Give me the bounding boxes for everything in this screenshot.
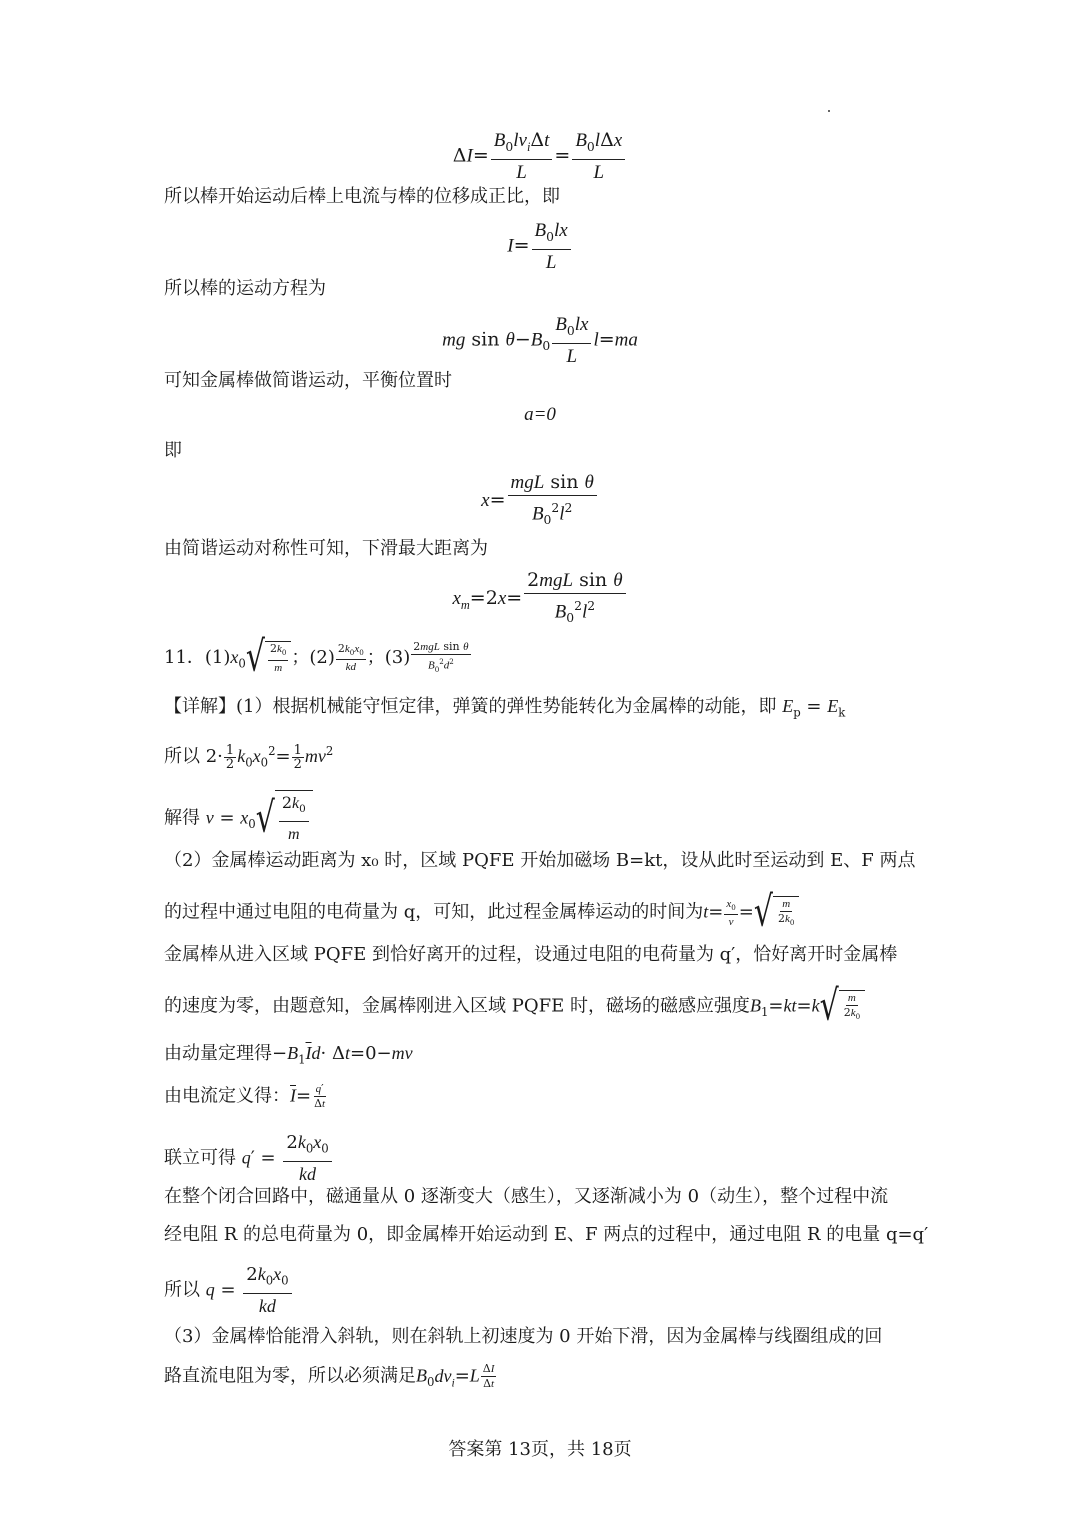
answer-11: 11．$(1)x_0$ √ $\frac{2k_0}{m}$ ；(2) $\frac{2k_0x_0}{kd}$ ；(3) $\frac{\text{2mgL sin θ}}{B_0^2d^2}$	[164, 632, 469, 682]
formula-x: x= $\frac{\text{mgL sin θ}}{B_0^2l^2}$	[0, 470, 1080, 532]
page-footer: 答案第 13页，共 18页	[448, 1439, 632, 1460]
detail-line: 【详解】(1）根据机械能守恒定律，弹簧的弹性势能转化为金属棒的动能，即 $E_p = E_k$	[164, 696, 846, 720]
formula-current: I= $\frac{B_0lx}{L}$	[0, 218, 1080, 275]
text-line: 所以棒的运动方程为	[164, 278, 326, 299]
time-eq: 的过程中通过电阻的电荷量为 q，可知，此过程金属棒运动的时间为t= $\frac{x_0}{v}$ = √ $\frac{m}{2k_0}$	[164, 896, 799, 929]
formula-motion: mg $\sin \theta-B_0$ $\frac{B_0lx}{L}$ l=ma	[442, 314, 638, 367]
text-line: 由简谐运动对称性可知，下滑最大距离为	[164, 538, 488, 559]
formula-xm: $x_m=2x=$ $\frac{\text{2mgL sin θ}}{B_0^2l^2}$	[0, 568, 1080, 630]
condition-eq: 路直流电阻为零，所以必须满足$B_0dv_i=L$ $\frac{\Delta I}{\Delta t}$	[164, 1362, 495, 1390]
text-line: （2）金属棒运动距离为 x₀ 时，区域 PQFE 开始加磁场 B=kt，设从此时至运动到 E、F 两点	[164, 850, 916, 871]
text-line: （3）金属棒恰能滑入斜轨，则在斜轨上初速度为 0 开始下滑，因为金属棒与线圈组成的回	[164, 1326, 883, 1347]
charge-eq-1: 联立可得 q′ = $\frac{2k_0x_0}{kd}$	[164, 1130, 334, 1187]
charge-eq-2: 所以 q = $\frac{2k_0x_0}{kd}$	[164, 1262, 294, 1319]
text-line: 可知金属棒做简谐运动，平衡位置时	[164, 370, 452, 391]
question-number: 11．	[164, 646, 205, 668]
energy-eq: 所以 2· $\frac{1}{2}$ $k_0x_0^2=$ $\frac{1}{2}$ $mv^2$	[164, 742, 334, 772]
text-line: 在整个闭合回路中，磁通量从 0 逐渐变大（感生），又逐渐减小为 0（动生），整个过程中流	[164, 1186, 889, 1207]
text-line: 金属棒从进入区域 PQFE 到恰好离开的过程，设通过电阻的电荷量为 q′，恰好离开时金属棒	[164, 944, 898, 965]
formula-delta-i: ΔI= $\frac{B_0lv_i\Delta t}{L}$ = $\frac{B_0l\Delta x}{L}$	[0, 128, 1080, 185]
velocity-eq: 解得 $v = x_0$ √ $\frac{2k_0}{m}$	[164, 790, 313, 847]
field-eq: 的速度为零，由题意知，金属棒刚进入区域 PQFE 时，磁场的磁感应强度$B_1=kt=k$ √ $\frac{m}{2k_0}$	[164, 990, 865, 1025]
text-line: 即	[164, 440, 182, 461]
speck	[828, 110, 830, 112]
formula-a0: a=0	[524, 404, 556, 425]
momentum-eq: 由动量定理得$-B_1\overline{I}d\cdot \Delta t=0-mv$	[164, 1043, 413, 1067]
text-line: 所以棒开始运动后棒上电流与棒的位移成正比，即	[164, 186, 560, 207]
current-def-eq: 由电流定义得：$\overline{I}=$ $\frac{q'}{\Delta t}$	[164, 1082, 326, 1110]
text-line: 经电阻 R 的总电荷量为 0，即金属棒开始运动到 E、F 两点的过程中，通过电阻 R 的电量 q=q′	[164, 1224, 929, 1245]
